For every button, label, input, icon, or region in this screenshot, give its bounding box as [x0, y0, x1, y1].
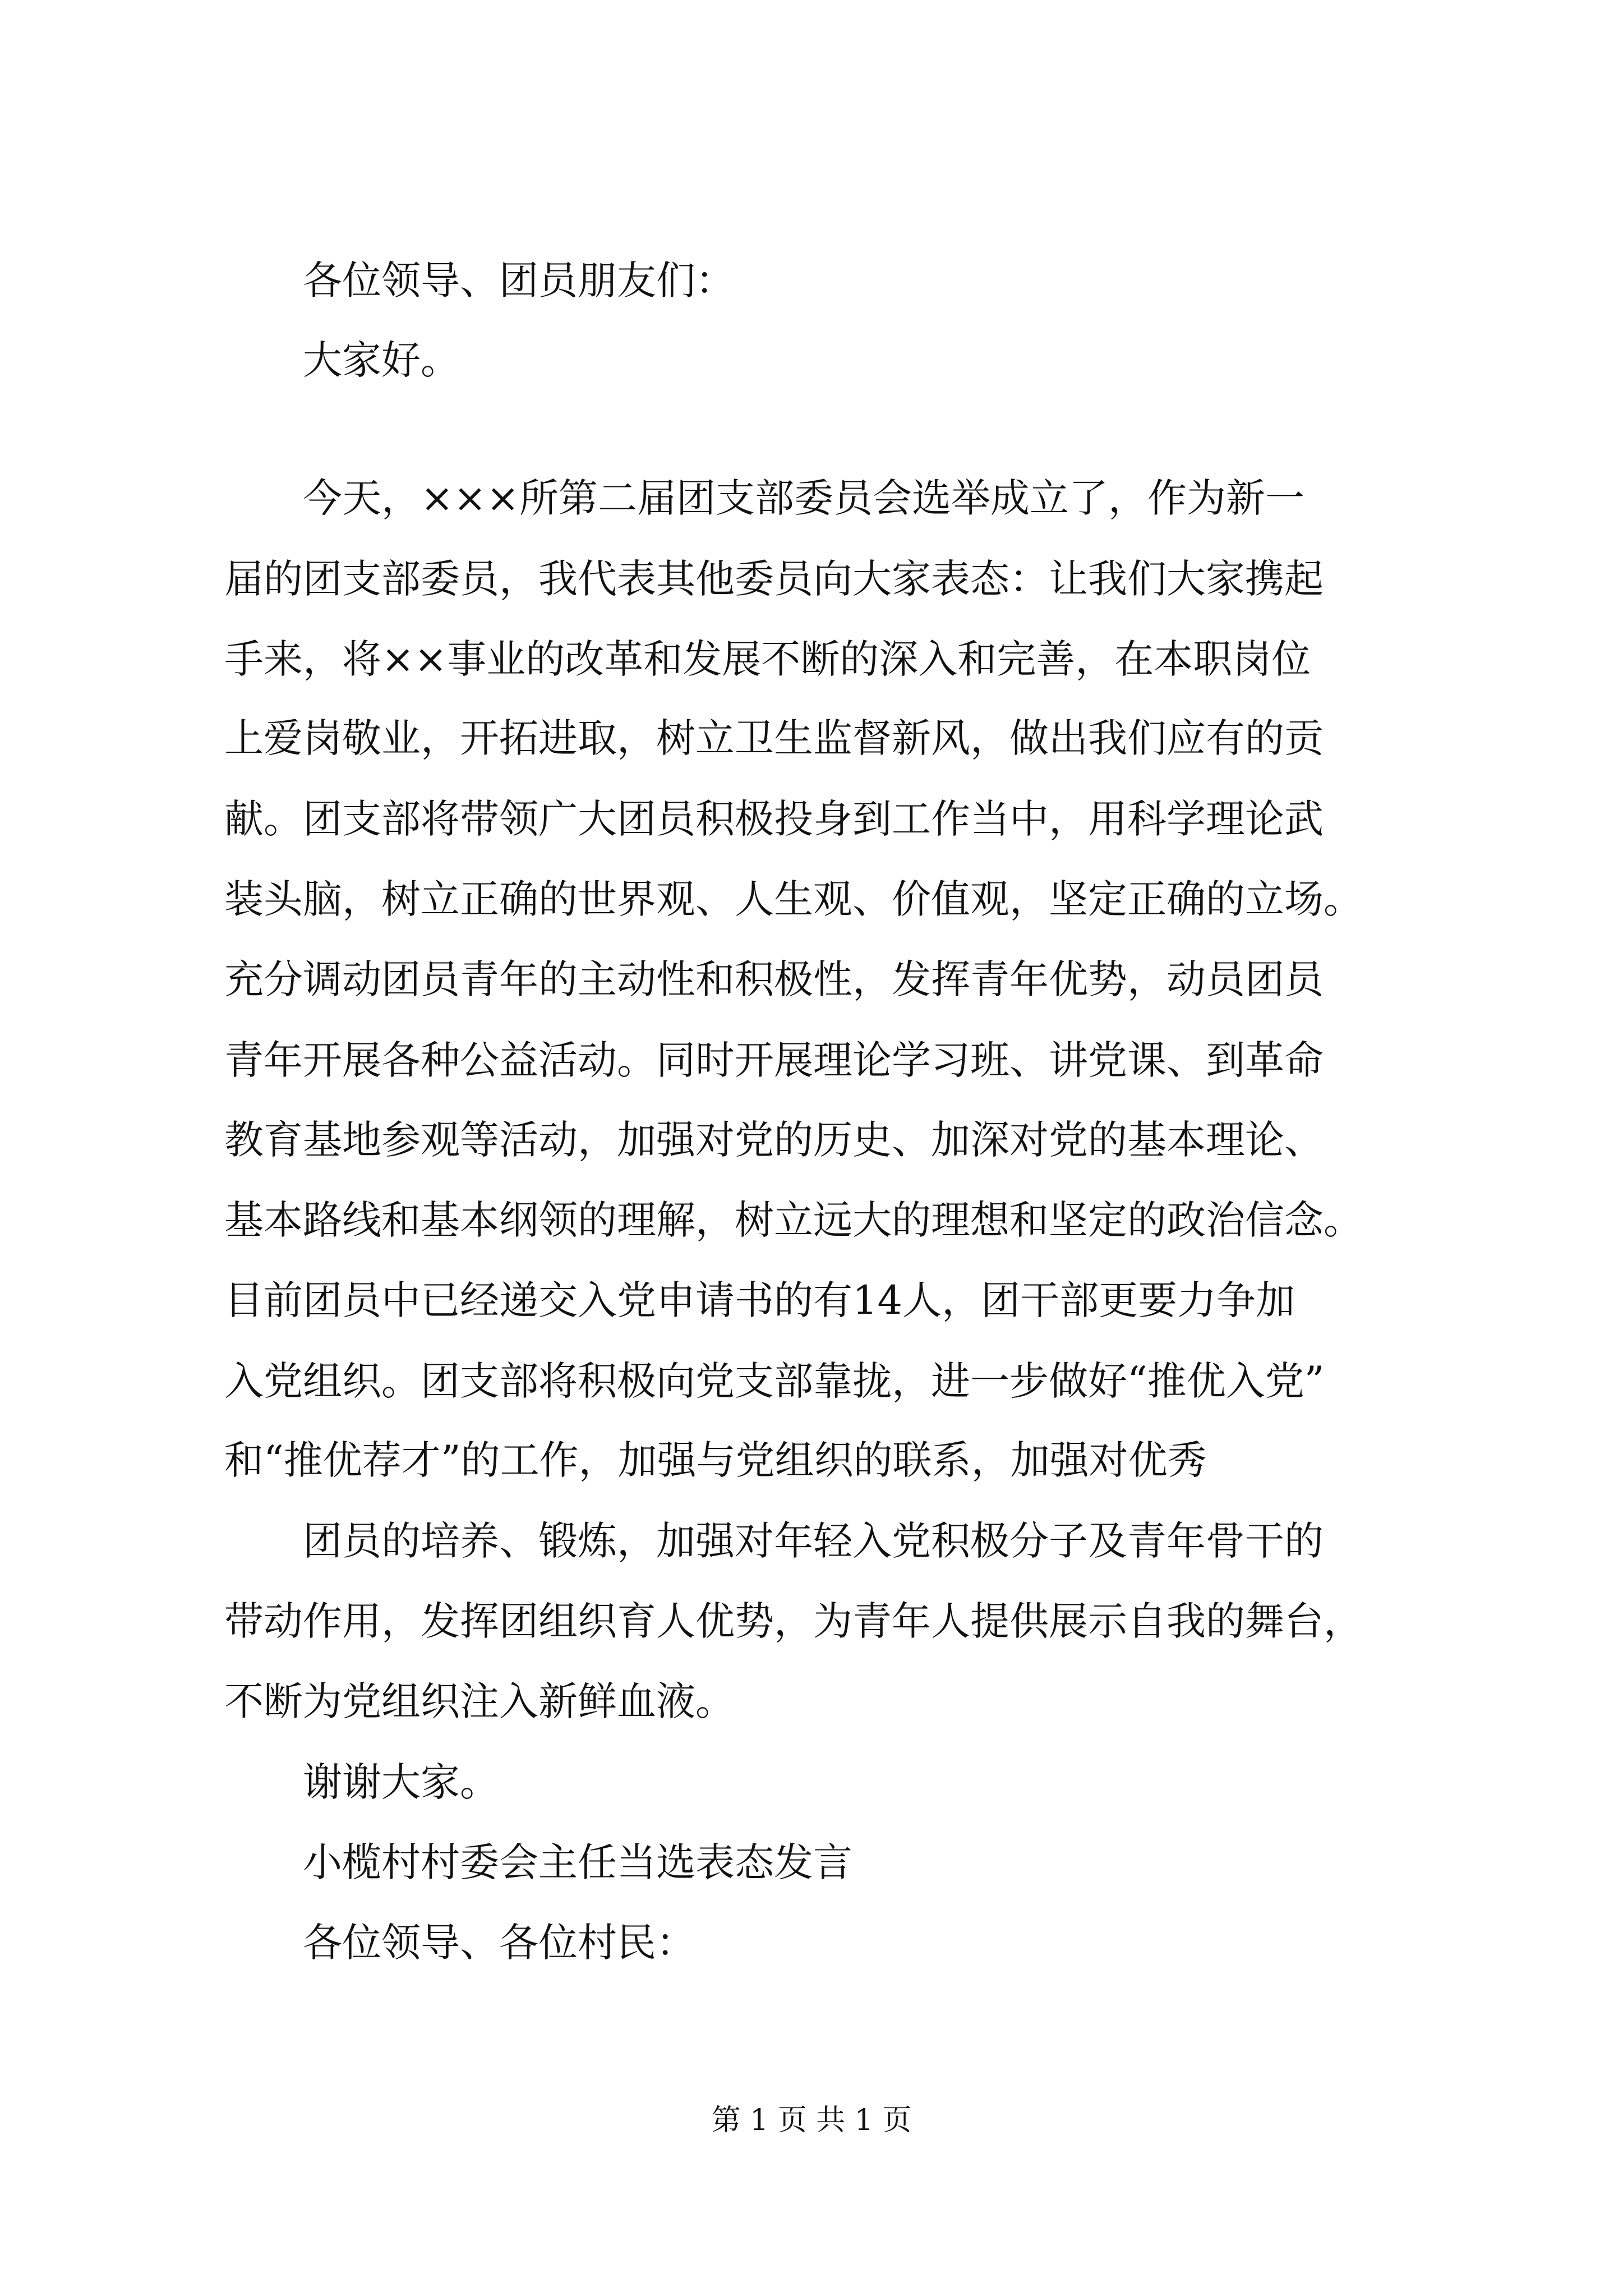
text-line: 届的团支部委员，我代表其他委员向大家表态：让我们大家携起: [224, 556, 1324, 602]
text-line: 带动作用，发挥团组织育人优势，为青年人提供展示自我的舞台，: [224, 1598, 1363, 1644]
text-line: 谢谢大家。: [303, 1759, 499, 1805]
text-line: 各位领导、各位村民：: [303, 1920, 695, 1966]
text-line: 团员的培养、锻炼，加强对年轻入党积极分子及青年骨干的: [303, 1518, 1324, 1564]
text-line: 小榄村村委会主任当选表态发言: [303, 1839, 852, 1885]
text-line: 和“推优荐才”的工作，加强与党组织的联系，加强对优秀: [224, 1437, 1207, 1483]
text-line: 充分调动团员青年的主动性和积极性，发挥青年优势，动员团员: [224, 956, 1324, 1002]
page-footer: 第 1 页 共 1 页: [711, 2104, 912, 2137]
text-line: 基本路线和基本纲领的理解，树立远大的理想和坚定的政治信念。: [224, 1197, 1363, 1243]
text-line: 手来，将××事业的改革和发展不断的深入和完善，在本职岗位: [224, 636, 1311, 682]
text-line: 入党组织。团支部将积极向党支部靠拢，进一步做好“推优入党”: [224, 1358, 1325, 1404]
text-line: 不断为党组织注入新鲜血液。: [224, 1678, 735, 1724]
text-line: 青年开展各种公益活动。同时开展理论学习班、讲党课、到革命: [224, 1037, 1324, 1083]
text-line: 今天，×××所第二届团支部委员会选举成立了，作为新一: [303, 475, 1304, 521]
text-line: 上爱岗敬业，开拓进取，树立卫生监督新风，做出我们应有的贡: [224, 715, 1324, 761]
text-line: 各位领导、团员朋友们：: [303, 257, 735, 303]
text-line: 大家好。: [303, 337, 460, 383]
text-line: 目前团员中已经递交入党申请书的有14人，团干部更要力争加: [224, 1277, 1295, 1323]
text-line: 装头脑，树立正确的世界观、人生观、价值观，坚定正确的立场。: [224, 876, 1363, 922]
text-line: 教育基地参观等活动，加强对党的历史、加深对党的基本理论、: [224, 1117, 1324, 1163]
text-line: 献。团支部将带领广大团员积极投身到工作当中，用科学理论武: [224, 796, 1324, 842]
